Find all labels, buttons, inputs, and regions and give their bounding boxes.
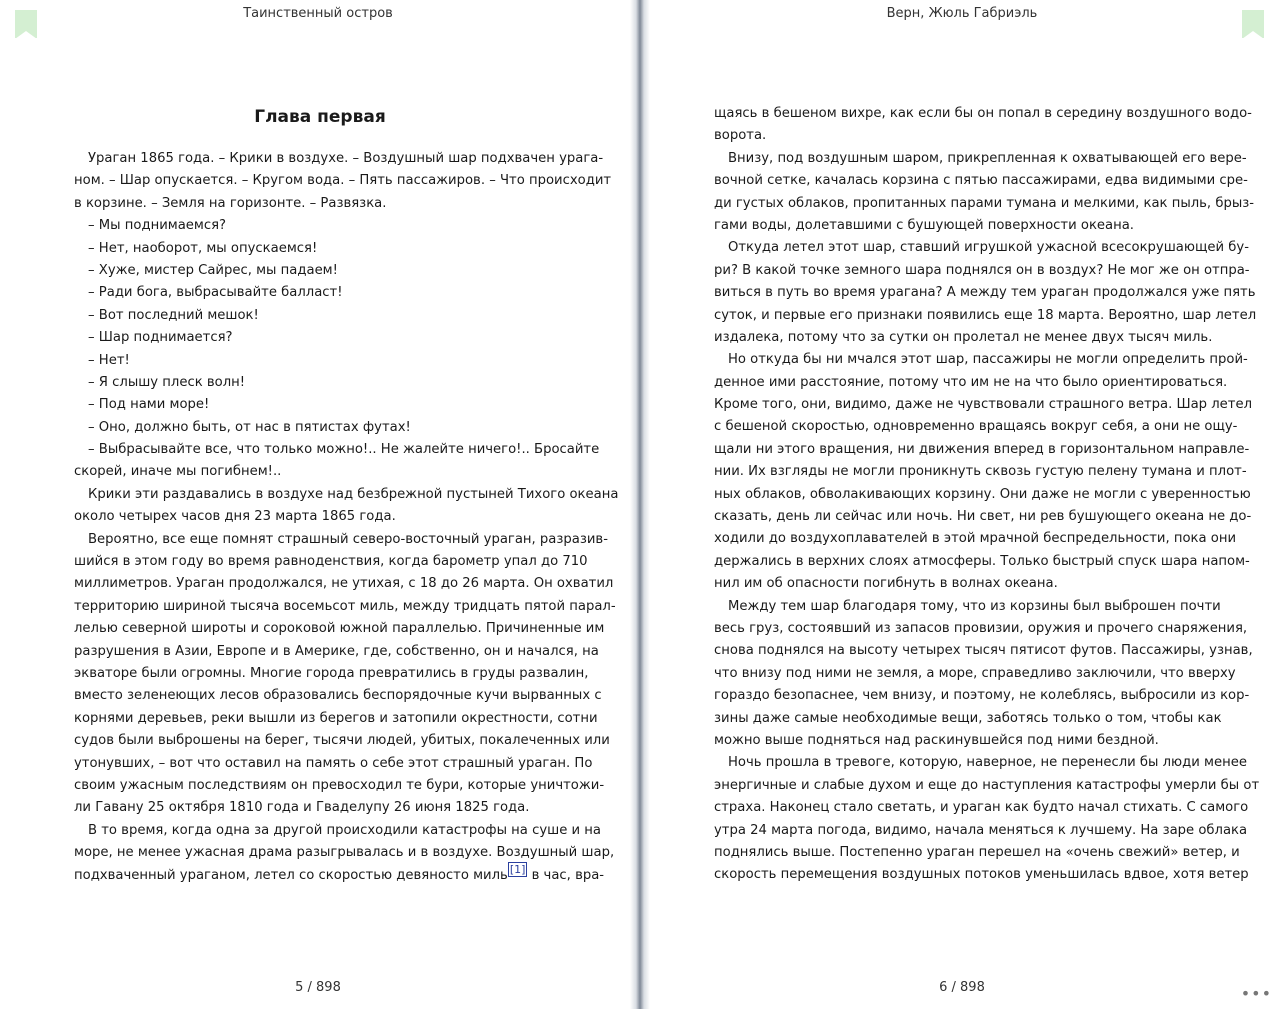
text-line: можно выше подняться над раскинувшейся под ними бездной.	[714, 732, 1159, 748]
text-line: энергичные и слабые духом и еще до наступления катастрофы умерли бы от	[714, 777, 1260, 793]
text-line: ворота.	[714, 128, 767, 144]
text-line: денное ими расстояние, потому что им не на что было ориентироваться.	[714, 374, 1228, 390]
text-line: миллиметров. Ураган продолжался, не утихая, с 18 до 26 марта. Он охватил	[74, 576, 614, 592]
text-line: Крики эти раздавались в воздухе над безбрежной пустыней Тихого океана	[88, 486, 619, 502]
text-line: ных облаков, обволакивающих корзину. Они даже не могли с уверенностью	[714, 486, 1251, 502]
right-page[interactable]	[644, 0, 1280, 1009]
text-line: что внизу под ними не земля, а море, справедливо заключили, что вверху	[714, 665, 1236, 681]
author-header: Верн, Жюль Габриэль	[886, 6, 1038, 21]
text-line: лелью северной широты и сороковой южной параллелью. Причиненные им	[74, 621, 605, 637]
text-line: В то время, когда одна за другой происходили катастрофы на суше и на	[88, 822, 601, 838]
text-line: – Под нами море!	[88, 397, 210, 413]
text-line: зины даже самые необходимые вещи, заботясь только о том, чтобы как	[714, 710, 1222, 726]
page-number-right: 6 / 898	[939, 980, 985, 995]
text-line: снова поднялся на высоту четырех тысяч пятисот футов. Пассажиры, узнав,	[714, 643, 1253, 659]
text-line: ри? В какой точке земного шара поднялся он в воздух? Не мог же он отпра-	[714, 262, 1250, 278]
text-line: – Мы поднимаемся?	[88, 218, 227, 234]
text-fragment: подхваченный ураганом, летел со скоростью девяносто миль	[74, 867, 508, 883]
text-line: – Выбрасывайте все, что только можно!.. Не жалейте ничего!.. Бросайте	[88, 442, 600, 458]
text-line: Откуда летел этот шар, ставший игрушкой ужасной всесокрушающей бу-	[728, 240, 1249, 256]
text-line: Но откуда бы ни мчался этот шар, пассажиры не могли определить прой-	[728, 352, 1248, 368]
text-line	[74, 863, 605, 887]
text-line: вместо зеленеющих лесов образовались беспорядочные кучи вырванных с	[74, 688, 602, 704]
text-line: – Нет, наоборот, мы опускаемся!	[88, 240, 318, 256]
text-line: ди густых облаков, пропитанных парами тумана и мелкими, как пыль, брыз-	[714, 195, 1255, 211]
text-line: скорей, иначе мы погибнем!..	[74, 464, 282, 480]
text-line: – Нет!	[88, 352, 130, 368]
text-line: щали ни этого вращения, ни движения вперед в горизонтальном направле-	[714, 441, 1250, 457]
text-line: гами воды, долетавшими с бушующей поверхности океана.	[714, 217, 1134, 233]
text-line: – Хуже, мистер Сайрес, мы падаем!	[88, 262, 338, 278]
text-line: разрушения в Азии, Европе и в Америке, где, собственно, он и начался, на	[74, 643, 599, 659]
text-fragment: в час, вра-	[527, 867, 605, 883]
text-line: нил им об опасности погибнуть в волнах океана.	[714, 576, 1058, 592]
chapter-title: Глава первая	[254, 107, 386, 127]
left-page-text	[74, 148, 619, 887]
text-line: утонувших, – вот что оставил на память о себе этот страшный ураган. По	[74, 755, 593, 771]
text-line: щаясь в бешеном вихре, как если бы он попал в середину воздушного водо-	[714, 106, 1252, 121]
text-line: – Оно, должно быть, от нас в пятистах футах!	[88, 419, 411, 435]
footnote-link[interactable]: [1]	[509, 863, 526, 877]
text-line: – Вот последний мешок!	[88, 307, 259, 323]
text-line: море, не менее ужасная драма разыгрывалась и в воздухе. Воздушный шар,	[74, 845, 615, 861]
text-line: нии. Их взгляды не могли проникнуть сквозь густую пелену тумана и плот-	[714, 464, 1247, 480]
text-line: корнями деревьев, реки вышли из берегов и затопили окрестности, сотни	[74, 710, 598, 726]
text-line: судов были выброшены на берег, тысячи людей, убитых, покалеченных или	[74, 733, 610, 749]
text-line: Ураган 1865 года. – Крики в воздухе. – Воздушный шар подхвачен урага-	[88, 151, 604, 166]
text-line: издалека, потому что за сутки он пролетал не менее двух тысяч миль.	[714, 329, 1213, 345]
text-line: Между тем шар благодаря тому, что из корзины был выброшен почти	[728, 598, 1221, 614]
page-number-left: 5 / 898	[295, 980, 341, 995]
more-options-icon[interactable]: •••	[1240, 984, 1272, 1003]
text-line: Вероятно, все еще помнят страшный северо-восточный ураган, разразив-	[88, 531, 608, 547]
text-line: ли Гавану 25 октября 1810 года и Гваделупу 26 июня 1825 года.	[74, 800, 530, 816]
text-line: гораздо безопаснее, чем внизу, и поэтому, не колеблясь, выбросили из кор-	[714, 688, 1250, 704]
text-line: сказать, день ли сейчас или ночь. Ни свет, ни рев бушующего океана не до-	[714, 509, 1252, 525]
text-line: Кроме того, они, видимо, даже не чувствовали страшного ветра. Шар летел	[714, 397, 1253, 413]
text-line: скорость перемещения воздушных потоков уменьшилась вдвое, хотя ветер	[714, 867, 1249, 883]
right-page-text	[714, 103, 1260, 887]
text-line: вочной сетке, качалась корзина с пятью пассажирами, едва видимыми сре-	[714, 173, 1248, 189]
text-line: экваторе были огромны. Многие города превратились в груды развалин,	[74, 665, 589, 681]
text-line: весь груз, состоявший из запасов провизии, оружия и прочего снаряжения,	[714, 620, 1248, 636]
text-line: ном. – Шар опускается. – Кругом вода. – Пять пассажиров. – Что происходит	[74, 173, 612, 189]
book-title-header: Таинственный остров	[243, 6, 393, 21]
left-page[interactable]	[0, 0, 636, 1009]
text-line: своим ужасным последствиям он превосходил те бури, которые уничтожи-	[74, 777, 605, 793]
text-line: – Шар поднимается?	[88, 330, 233, 346]
text-line: в корзине. – Земля на горизонте. – Развязка.	[74, 195, 387, 211]
book-spine	[630, 0, 650, 1009]
text-line: виться в путь во время урагана? А между тем ураган продолжался уже пять	[714, 285, 1256, 301]
text-line: Внизу, под воздушным шаром, прикрепленная к охватывающей его вере-	[728, 150, 1247, 166]
text-line: утра 24 марта погода, видимо, начала меняться к лучшему. На заре облака	[714, 822, 1248, 838]
text-line: шийся в этом году во время равноденствия, когда барометр упал до 710	[74, 554, 588, 570]
text-line: суток, и первые его признаки появились еще 18 марта. Вероятно, шар летел	[714, 307, 1257, 323]
text-line: территорию шириной тысяча восемьсот миль, между тридцать пятой парал-	[74, 598, 616, 614]
text-line: поднялись выше. Постепенно ураган перешел на «очень свежий» ветер, и	[714, 844, 1240, 860]
text-line: Ночь прошла в тревоге, которую, наверное, не перенесли бы люди менее	[728, 755, 1247, 771]
text-line: – Я слышу плеск волн!	[88, 374, 246, 390]
text-line: ходили до воздухоплавателей в этой мрачной беспредельности, пока они	[714, 531, 1237, 547]
text-line: держались в верхних слоях атмосферы. Только быстрый спуск шара напом-	[714, 553, 1250, 569]
text-line: около четырех часов дня 23 марта 1865 года.	[74, 509, 396, 525]
text-line: страха. Наконец стало светать, и ураган как будто начал стихать. С самого	[714, 800, 1249, 816]
text-line: – Ради бога, выбрасывайте балласт!	[88, 285, 343, 301]
text-line: с бешеной скоростью, одновременно вращаясь вокруг себя, а они не ощу-	[714, 419, 1238, 435]
